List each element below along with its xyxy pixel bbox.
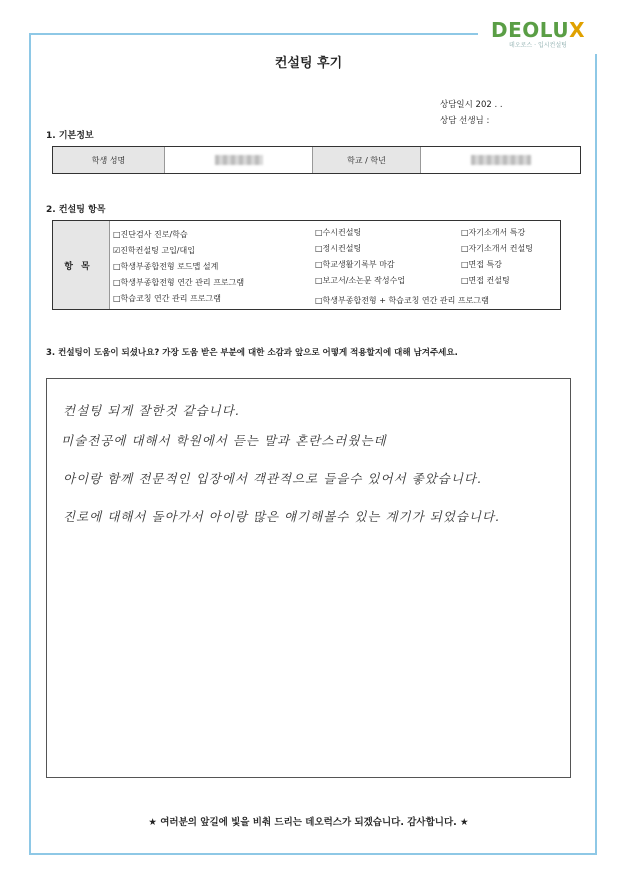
logo-tagline: 데오로스 · 입시컨설팅 [509, 42, 567, 49]
consulting-items-table [52, 220, 561, 310]
item-option: □수시컨설팅 [315, 228, 362, 237]
item-option-wide: □학생부종합전형 + 학습코칭 연간 관리 프로그램 [315, 296, 489, 305]
handwritten-line: 아이랑 함께 전문적인 입장에서 객관적으로 들을수 있어서 좋았습니다. [63, 471, 482, 486]
handwritten-line: 진로에 대해서 돌아가서 아이랑 많은 얘기해볼수 있는 계기가 되었습니다. [63, 509, 501, 524]
logo-x: X [569, 18, 585, 42]
deolux-logo [478, 18, 598, 54]
redacted-school [471, 155, 531, 165]
item-option: □진단검사 진로/학습 [113, 230, 188, 239]
item-option: □학생부종합전형 연간 관리 프로그램 [113, 278, 245, 287]
item-option: □학습코칭 연간 관리 프로그램 [113, 294, 221, 303]
redacted-name [215, 155, 263, 165]
logo-word: DEOLU [491, 18, 570, 42]
item-option: □면접 컨설팅 [461, 276, 510, 285]
section-items: 2. 컨설팅 항목 [46, 205, 106, 215]
item-option: □학교생활기록부 마감 [315, 260, 395, 269]
section-basic-info: 1. 기본정보 [46, 131, 94, 141]
school-label: 학교 / 학년 [313, 147, 421, 173]
handwritten-line: 컨설팅 되게 잘한것 같습니다. [63, 403, 240, 418]
name-value [165, 147, 313, 173]
consult-date: 상담일시 202 . . [440, 100, 503, 110]
handwritten-line: 미술전공에 대해서 학원에서 듣는 말과 혼란스러웠는데 [61, 433, 387, 448]
review-answer-box [46, 378, 571, 778]
item-option: □보고서/소논문 작성수업 [315, 276, 406, 285]
basic-info-table [52, 146, 581, 174]
items-header: 항목 [53, 221, 110, 309]
school-value [421, 147, 580, 173]
item-option: □자기소개서 특강 [461, 228, 526, 237]
item-option: □정시컨설팅 [315, 244, 362, 253]
item-option: □자기소개서 컨설팅 [461, 244, 533, 253]
item-option: ☑진학컨설팅 고입/대입 [113, 246, 195, 255]
page-title: 컨설팅 후기 [274, 56, 343, 71]
item-option: □학생부종합전형 로드맵 설계 [113, 262, 219, 271]
footer-message: ★ 여러분의 앞길에 빛을 비춰 드리는 데오럭스가 되겠습니다. 감사합니다. ★ [148, 817, 469, 828]
item-option: □면접 특강 [461, 260, 503, 269]
consult-teacher: 상담 선생님 : [440, 116, 490, 126]
review-question: 3. 컨설팅이 도움이 되셨나요? 가장 도움 받은 부분에 대한 소감과 앞으로 어떻게 적용할지에 대해 남겨주세요. [46, 348, 458, 358]
name-label: 학생 성명 [53, 147, 165, 173]
